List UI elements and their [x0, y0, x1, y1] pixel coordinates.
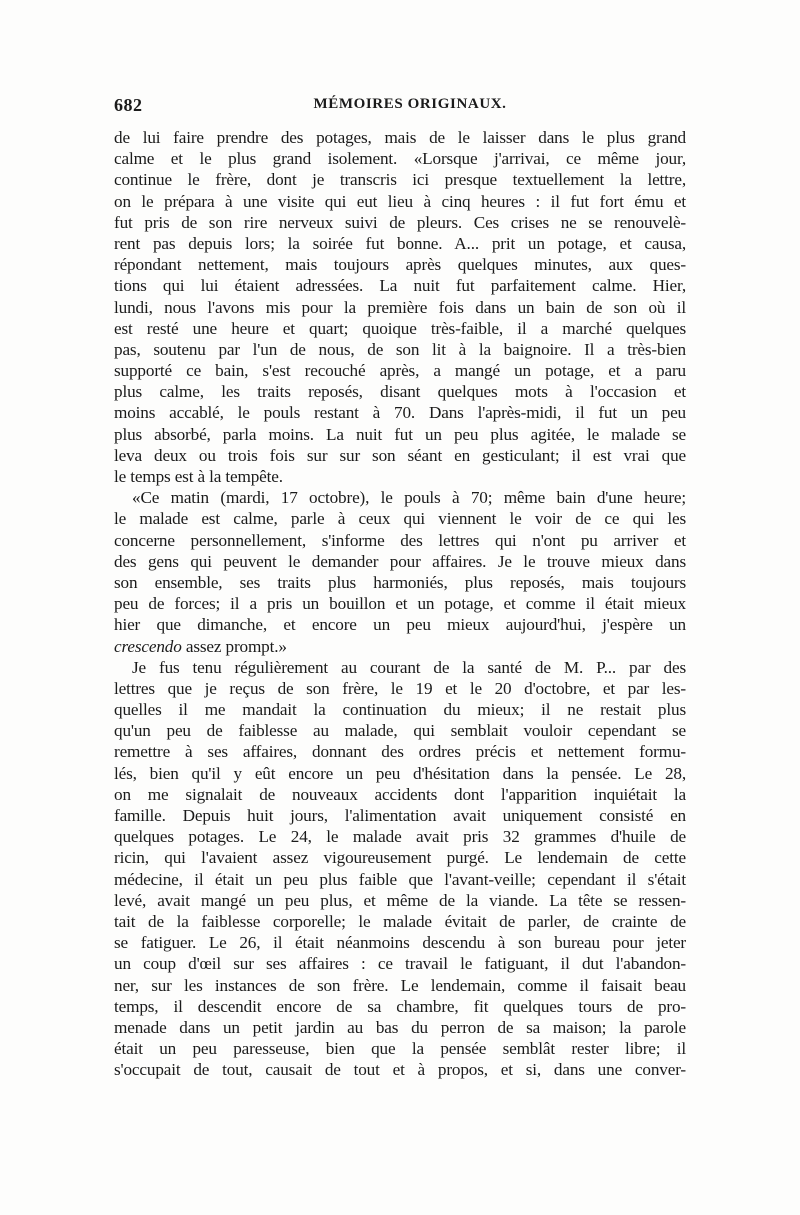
italic-line-rest: assez prompt.» [181, 636, 287, 656]
text-line: se fatiguer. Le 26, il était néanmoins descendu à son bureau pour jeter [114, 933, 686, 953]
text-line: lettres que je reçus de son frère, le 19 et le 20 d'octobre, et par les- [114, 678, 686, 698]
text-line: temps, il descendit encore de sa chambre, fit quelques tours de pro- [114, 996, 686, 1016]
text-line: plus calme, les traits reposés, disant quelques mots à l'occasion et [114, 382, 686, 402]
text-line: leva deux ou trois fois sur sur son séant en gesticulant; il est vrai que [114, 445, 686, 465]
text-line-with-italic [114, 636, 686, 657]
paragraph-first-line: «Ce matin (mardi, 17 octobre), le pouls à 70; même bain d'une heure; [132, 488, 686, 508]
running-title: MÉMOIRES ORIGINAUX. [313, 96, 507, 112]
text-line: plus absorbé, parla moins. La nuit fut un peu plus agitée, le malade se [114, 424, 686, 444]
text-line: pas, soutenu par l'un de nous, de son lit à la baignoire. Il a très-bien [114, 339, 686, 359]
text-line: tions qui lui étaient adressées. La nuit fut parfaitement calme. Hier, [114, 276, 686, 296]
running-head [114, 95, 686, 119]
text-line: moins accablé, le pouls restant à 70. Dans l'après-midi, il fut un peu [114, 403, 686, 423]
text-line: un coup d'œil sur ses affaires : ce travail le fatiguant, il dut l'abandon- [114, 954, 686, 974]
text-line: continue le frère, dont je transcris ici presque textuellement la lettre, [114, 170, 686, 190]
text-line: supporté ce bain, s'est recouché après, a mangé un potage, et a paru [114, 361, 686, 381]
text-line: ner, sur les instances de son frère. Le lendemain, comme il faisait beau [114, 975, 686, 995]
text-line: le temps est à la tempête. [114, 467, 283, 486]
text-line: remettre à ses affaires, donnant des ordres précis et nettement formu- [114, 742, 686, 762]
text-line: ricin, qui l'avaient assez vigoureusement purgé. Le lendemain de cette [114, 848, 686, 868]
text-line: hier que dimanche, et encore un peu mieux aujourd'hui, j'espère un [114, 615, 686, 635]
text-line: on me signalait de nouveaux accidents dont l'apparition inquiétait la [114, 784, 686, 804]
text-line: peu de forces; il a pris un bouillon et un potage, et comme il était mieux [114, 594, 686, 614]
text-line: est resté une heure et quart; quoique très-faible, il a marché quelques [114, 318, 686, 338]
text-line: son ensemble, ses traits plus harmoniés, plus reposés, mais toujours [114, 572, 686, 592]
text-line: concerne personnellement, s'informe des lettres qui n'ont pu arriver et [114, 530, 686, 550]
text-line: menade dans un petit jardin au bas du perron de sa maison; la parole [114, 1017, 686, 1037]
text-line: on le prépara à une visite qui eut lieu à cinq heures : il fut fort ému et [114, 191, 686, 211]
text-line: calme et le plus grand isolement. «Lorsque j'arrivai, ce même jour, [114, 149, 686, 169]
body-text [114, 127, 686, 1080]
text-line: tait de la faiblesse corporelle; le malade évitait de parler, de crainte de [114, 911, 686, 931]
text-line: famille. Depuis huit jours, l'alimentation avait uniquement consisté en [114, 806, 686, 825]
text-line: rent pas depuis lors; la soirée fut bonne. A... prit un potage, et causa, [114, 233, 686, 253]
text-line: des gens qui peuvent le demander pour affaires. Je le trouve mieux dans [114, 551, 686, 571]
text-line: levé, avait mangé un peu plus, et même de la viande. La tête se ressen- [114, 890, 686, 910]
text-line: s'occupait de tout, causait de tout et à propos, et si, dans une conver- [114, 1060, 686, 1080]
page-number: 682 [114, 95, 143, 115]
text-line: répondant nettement, mais toujours après quelques minutes, aux ques- [114, 255, 686, 275]
text-line: lundi, nous l'avons mis pour la première fois dans un bain de son où il [114, 297, 686, 317]
text-line: le malade est calme, parle à ceux qui viennent le voir de ce qui les [114, 509, 686, 529]
paragraph-first-line: Je fus tenu régulièrement au courant de la santé de M. P... par des [132, 657, 686, 677]
text-line: qu'un peu de faiblesse au malade, qui semblait vouloir cependant se [114, 721, 686, 741]
text-line: était un peu paresseuse, bien que la pensée semblât rester libre; il [114, 1039, 686, 1059]
text-line: de lui faire prendre des potages, mais de le laisser dans le plus grand [114, 128, 686, 147]
text-line: quelles il me mandait la continuation du mieux; il ne restait plus [114, 700, 686, 720]
text-line: lés, bien qu'il y eût encore un peu d'hésitation dans la pensée. Le 28, [114, 763, 686, 783]
text-line: médecine, il était un peu plus faible que l'avant-veille; cependant il s'était [114, 869, 686, 889]
text-line: fut pris de son rire nerveux suivi de pleurs. Ces crises ne se renouvelè- [114, 212, 686, 232]
text-line: quelques potages. Le 24, le malade avait pris 32 grammes d'huile de [114, 827, 686, 847]
italic-word: crescendo [114, 636, 182, 656]
